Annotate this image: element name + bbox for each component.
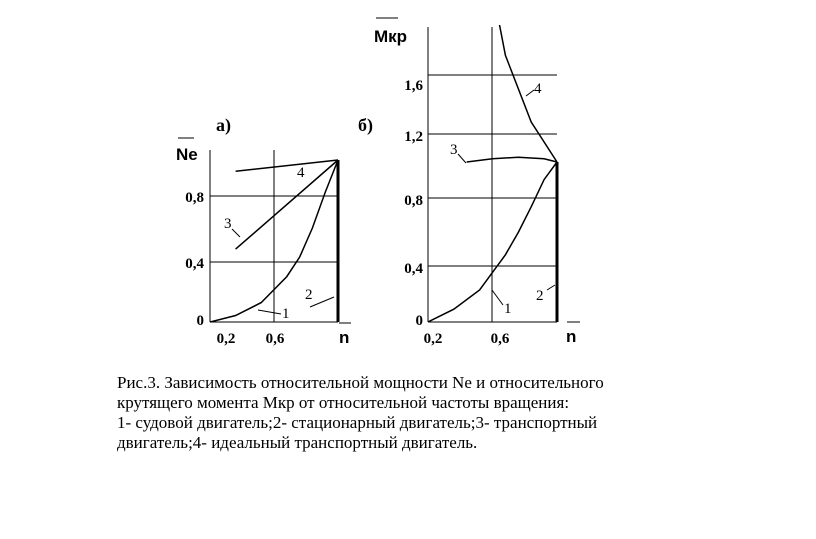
x-axis-label: n [566,327,577,346]
y-tick-label: 0,8 [404,193,423,209]
series-3-label: 3 [224,216,232,232]
series-1-label: 1 [282,306,290,322]
y-axis-label: Ne [176,145,198,164]
series-4-line [480,0,557,162]
chart-panel-b [358,0,580,347]
y-tick-label: 0 [196,313,204,329]
x-tick-label: 0,6 [265,331,285,347]
caption-line: двигатель;4- идеальный транспортный двигатель. [117,433,478,452]
series-4-line [236,160,338,249]
caption-line: 1- судовой двигатель;2- стационарный двигатель;3- транспортный [117,413,598,432]
series-2-leader [547,285,555,290]
panel-label-a: а) [216,115,231,135]
series-3-line [236,160,338,171]
caption-line: Рис.3. Зависимость относительной мощности Ne и относительного [117,373,604,392]
y-tick-label: 1,6 [404,78,423,94]
panel-label-b: б) [358,115,373,135]
series-1-leader [258,310,281,314]
caption-line: крутящего момента Мкр от относительной частоты вращения: [117,393,570,412]
y-tick-label: 0,4 [185,256,204,272]
series-2-leader [310,297,334,307]
x-tick-label: 0,2 [423,331,443,347]
x-axis-label: n [339,328,350,347]
series-1-label: 1 [504,301,512,317]
x-tick-label: 0,2 [216,331,236,347]
series-3-line [467,157,557,162]
series-3-label: 3 [450,142,458,158]
y-axis-label: Мкр [374,27,408,46]
series-3-leader [458,154,466,163]
series-2-label: 2 [305,287,313,303]
series-2-label: 2 [536,288,544,304]
y-tick-label: 0,8 [185,190,204,206]
series-4-label: 4 [297,165,305,181]
figure-caption [117,373,757,453]
series-4-leader [526,90,534,96]
y-tick-label: 1,2 [404,129,423,145]
y-tick-label: 0,4 [404,261,423,277]
chart-panel-a [176,115,351,347]
y-tick-label: 0 [415,313,423,329]
series-4-label: 4 [534,81,542,97]
x-tick-label: 0,6 [490,331,510,347]
series-1-leader [492,290,503,305]
series-3-leader [232,229,240,237]
